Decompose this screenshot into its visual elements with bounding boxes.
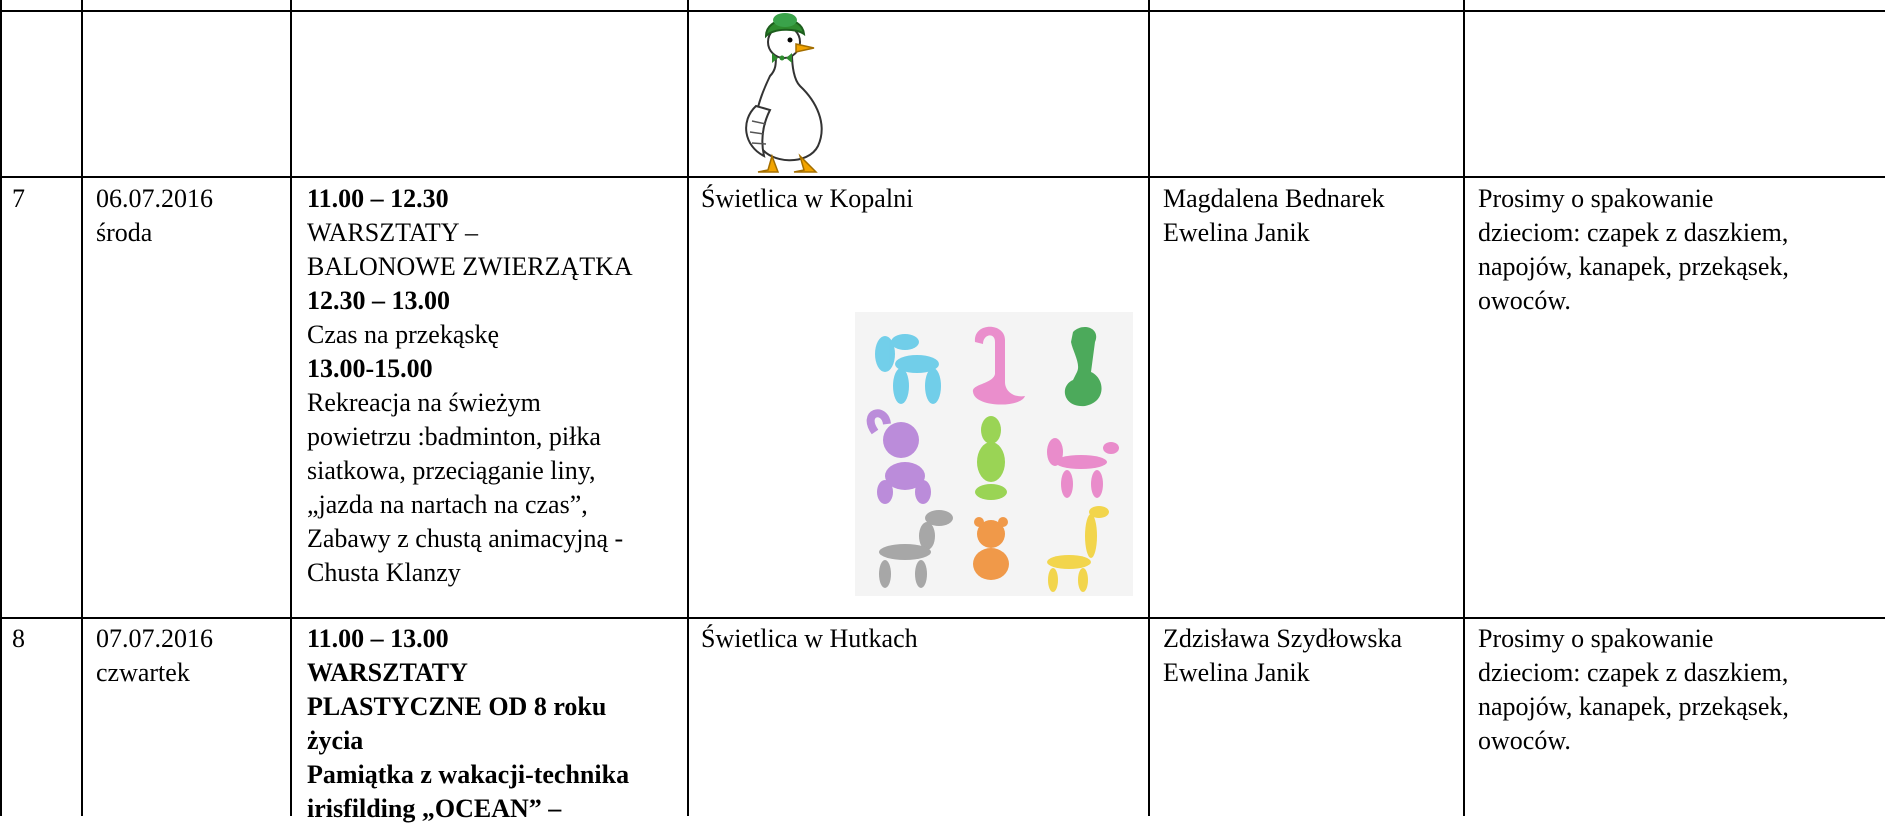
row-divider: [0, 176, 1885, 178]
staff-name: Ewelina Janik: [1163, 218, 1310, 247]
date-cell: [96, 182, 213, 250]
row-number: 7: [12, 184, 25, 213]
note-line: owoców.: [1478, 286, 1571, 315]
notes-cell: [1478, 622, 1789, 758]
note-line: Prosimy o spakowanie: [1478, 184, 1714, 213]
balloon-monkey-purple-icon: [871, 413, 931, 504]
table-border-top: [0, 10, 1885, 12]
column-divider: [290, 0, 292, 816]
balloon-animals-image: [855, 312, 1133, 596]
column-divider: [81, 0, 83, 816]
notes-cell: [1478, 182, 1789, 318]
staff-name: Zdzisława Szydłowska: [1163, 624, 1403, 653]
weekday: środa: [96, 218, 153, 247]
balloon-parrot-lime-icon: [975, 416, 1007, 500]
program-cell: [307, 182, 633, 590]
date-cell: [96, 622, 213, 690]
weekday: czwartek: [96, 658, 190, 687]
program-line: 13.00-15.00: [307, 354, 433, 383]
program-line: 11.00 – 12.30: [307, 184, 449, 213]
column-divider: [1463, 0, 1465, 816]
balloon-dog-pink-icon: [1047, 438, 1119, 498]
column-divider: [0, 0, 2, 816]
place-cell: Świetlica w Hutkach: [701, 624, 918, 653]
program-line: życia: [307, 726, 364, 755]
row-number: 8: [12, 624, 25, 653]
staff-name: Ewelina Janik: [1163, 658, 1310, 687]
program-cell: [307, 622, 629, 826]
staff-cell: [1163, 622, 1402, 690]
program-line: siatkowa, przeciąganie liny,: [307, 456, 596, 485]
balloon-snake-green-icon: [1065, 327, 1102, 406]
balloon-dog-blue-icon: [875, 334, 941, 404]
note-line: owoców.: [1478, 726, 1571, 755]
staff-name: Magdalena Bednarek: [1163, 184, 1385, 213]
note-line: dzieciom: czapek z daszkiem,: [1478, 218, 1789, 247]
balloon-swan-pink-icon: [973, 327, 1025, 405]
column-divider: [1148, 0, 1150, 816]
date: 06.07.2016: [96, 184, 213, 213]
program-line: „jazda na nartach na czas”,: [307, 490, 588, 519]
note-line: napojów, kanapek, przekąsek,: [1478, 252, 1789, 281]
program-line: WARSZTATY: [307, 658, 468, 687]
balloon-giraffe-yellow-icon: [1047, 506, 1109, 592]
note-line: napojów, kanapek, przekąsek,: [1478, 692, 1789, 721]
program-line: Rekreacja na świeżym: [307, 388, 541, 417]
program-line: Chusta Klanzy: [307, 558, 461, 587]
program-line: WARSZTATY –: [307, 218, 479, 247]
place-cell: Świetlica w Kopalni: [701, 184, 914, 213]
duck-icon: [730, 6, 842, 176]
program-line: BALONOWE ZWIERZĄTKA: [307, 252, 633, 281]
program-line: powietrzu :badminton, piłka: [307, 422, 601, 451]
program-line: 11.00 – 13.00: [307, 624, 449, 653]
balloon-bear-orange-icon: [973, 517, 1009, 580]
row-divider: [0, 617, 1885, 619]
date: 07.07.2016: [96, 624, 213, 653]
staff-cell: [1163, 182, 1385, 250]
program-line: irisfilding „OCEAN” –: [307, 794, 562, 823]
program-line: 12.30 – 13.00: [307, 286, 450, 315]
note-line: Prosimy o spakowanie: [1478, 624, 1714, 653]
program-line: Pamiątka z wakacji-technika: [307, 760, 630, 789]
program-line: Czas na przekąskę: [307, 320, 500, 349]
program-line: Zabawy z chustą animacyjną -: [307, 524, 624, 553]
balloon-horse-grey-icon: [879, 510, 953, 588]
note-line: dzieciom: czapek z daszkiem,: [1478, 658, 1789, 687]
column-divider: [687, 0, 689, 816]
program-line: PLASTYCZNE OD 8 roku: [307, 692, 607, 721]
